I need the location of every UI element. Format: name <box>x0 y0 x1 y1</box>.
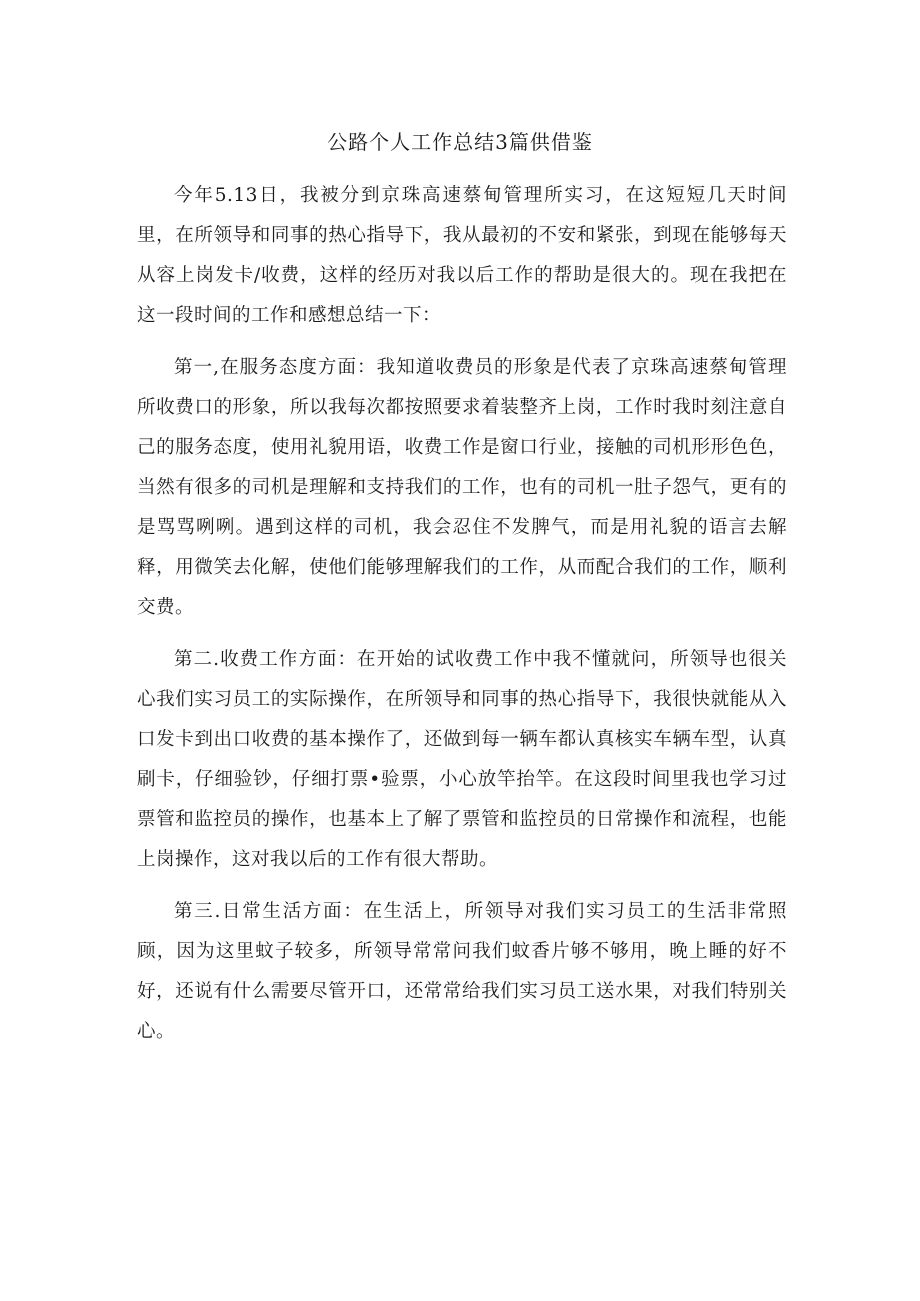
paragraph-service-attitude: 第一,在服务态度方面：我知道收费员的形象是代表了京珠高速蔡甸管理所收费口的形象，所以我每次都按照要求着装整齐上岗，工作时我时刻注意自己的服务态度，使用礼貌用语，收费工作是窗口行业，接触的司机形形色色，当然有很多的司机是理解和支持我们的工作，也有的司机一肚子怨气，更有的是骂骂咧咧。遇到这样的司机，我会忍住不发脾气，而是用礼貌的语言去解释，用微笑去化解，使他们能够理解我们的工作，从而配合我们的工作，顺利交费。 <box>137 357 787 618</box>
paragraph-toll-work: 第二.收费工作方面：在开始的试收费工作中我不懂就问，所领导也很关心我们实习员工的实际操作，在所领导和同事的热心指导下，我很快就能从入口发卡到出口收费的基本操作了，还做到每一辆车都认真核实车辆车型，认真刷卡，仔细验钞，仔细打票•验票，小心放竿抬竿。在这段时间里我也学习过票管和监控员的操作，也基本上了解了票管和监控员的日常操作和流程，也能上岗操作，这对我以后的工作有很大帮助。 <box>137 649 787 870</box>
document-title: 公路个人工作总结3篇供借鉴 <box>327 130 593 154</box>
paragraph-intro: 今年5.13日，我被分到京珠高速蔡甸管理所实习，在这短短几天时间里，在所领导和同事的热心指导下，我从最初的不安和紧张，到现在能够每天从容上岗发卡/收费，这样的经历对我以后工作的帮助是很大的。现在我把在这一段时间的工作和感想总结一下： <box>137 185 787 326</box>
document-body <box>137 176 787 1064</box>
paragraph-daily-life: 第三.日常生活方面：在生活上，所领导对我们实习员工的生活非常照顾，因为这里蚊子较多，所领导常常问我们蚊香片够不够用，晚上睡的好不好，还说有什么需要尽管开口，还常常给我们实习员工送水果，对我们特别关心。 <box>137 901 787 1042</box>
